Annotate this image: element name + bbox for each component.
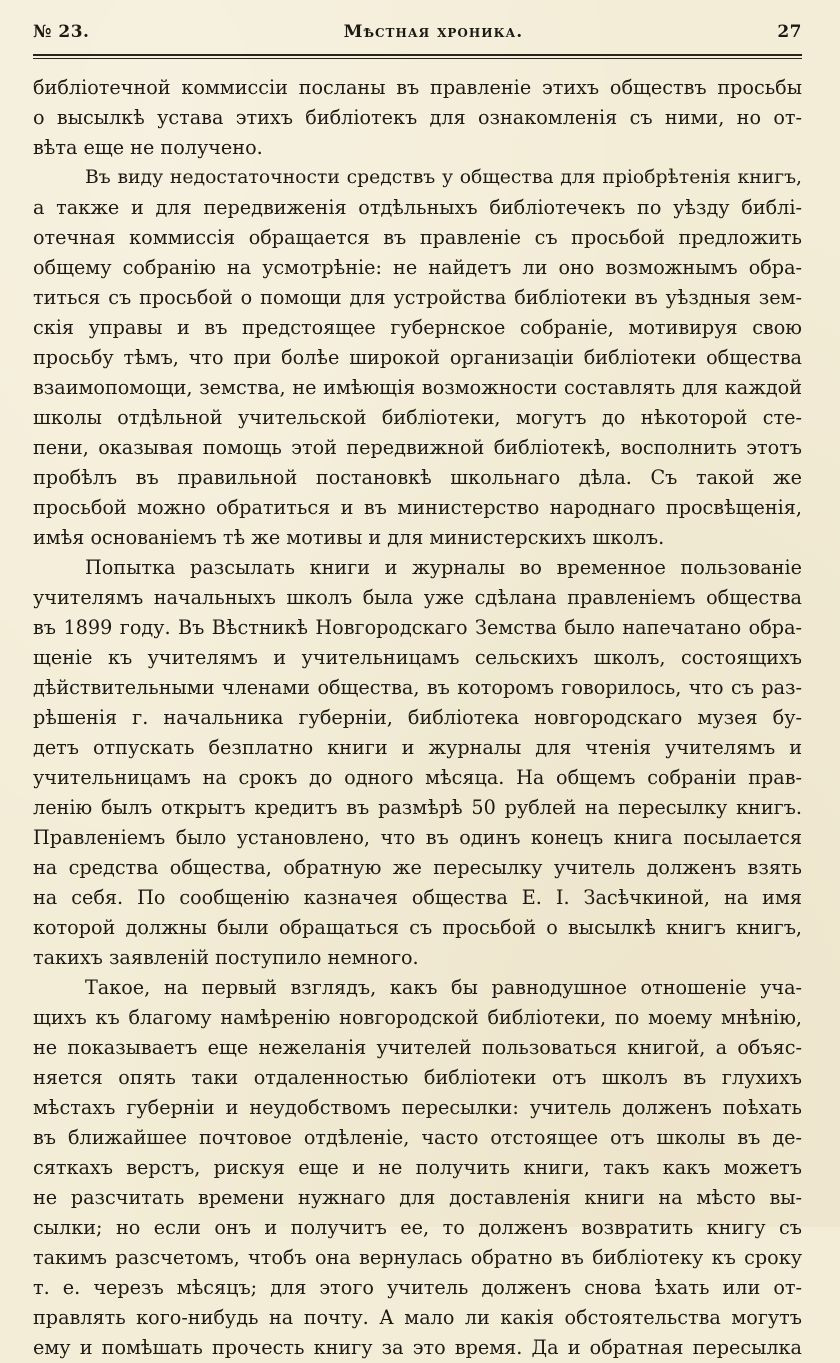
body-text <box>33 73 802 1363</box>
text-line: въ 1899 году. Въ Вѣстникѣ Новгородскаго Земства было напечатано обра- <box>33 616 802 639</box>
text-line: пробѣлъ въ правильной постановкѣ школьнаго дѣла. Съ такой же <box>33 466 802 489</box>
text-line: титься съ просьбой о помощи для устройства библіотеки въ уѣздныя зем- <box>33 286 802 309</box>
text-line: имѣя основаніемъ тѣ же мотивы и для министерскихъ школъ. <box>33 526 665 549</box>
running-header <box>33 22 802 48</box>
text-line: взаимопомощи, земства, не имѣющія возможности составлять для каждой <box>33 376 802 399</box>
text-line: такимъ разсчетомъ, чтобъ она вернулась обратно въ библіотеку къ сроку <box>33 1246 802 1269</box>
text-line: вѣта еще не получено. <box>33 136 263 159</box>
text-line: сылки; но если онъ и получитъ ее, то долженъ возвратить книгу съ <box>33 1216 802 1239</box>
text-line: которой должны были обращаться съ просьбой о высылкѣ книгъ книгъ, <box>33 916 802 939</box>
header-rule <box>33 54 802 59</box>
text-line: а также и для передвиженія отдѣльныхъ библіотечекъ по уѣзду библі- <box>33 196 802 219</box>
text-line: просьбу тѣмъ, что при болѣе широкой организаціи библіотеки общества <box>33 346 802 369</box>
text-line: ему и помѣшать прочесть книгу за это время. Да и обратная пересылка <box>33 1336 802 1359</box>
text-line: учителямъ начальныхъ школъ была уже сдѣлана правленіемъ общества <box>33 586 802 609</box>
section-title: Мѣстная хроника. <box>343 22 524 42</box>
text-line: щихъ къ благому намѣренію новгородской библіотеки, по моему мнѣнію, <box>33 1006 802 1029</box>
text-line: т. е. черезъ мѣсяцъ; для этого учитель долженъ снова ѣхать или от- <box>33 1276 802 1299</box>
text-line: на себя. По сообщенію казначея общества Е. І. Засѣчкиной, на имя <box>33 886 802 909</box>
text-line: въ ближайшее почтовое отдѣленіе, часто отстоящее отъ школы въ де- <box>33 1126 802 1149</box>
text-line: отечная коммиссія обращается въ правленіе съ просьбой предложить <box>33 226 802 249</box>
text-line: общему собранію на усмотрѣніе: не найдетъ ли оно возможнымъ обра- <box>33 256 802 279</box>
page-number: 27 <box>777 22 802 42</box>
text-line: Правленіемъ было установлено, что въ одинъ конецъ книга посылается <box>33 826 802 849</box>
text-line: рѣшенія г. начальника губерніи, библіотека новгородскаго музея бу- <box>33 706 802 729</box>
text-line: учительницамъ на срокъ до одного мѣсяца. На общемъ собраніи прав- <box>33 766 802 789</box>
text-line: щеніе къ учителямъ и учительницамъ сельскихъ школъ, состоящихъ <box>33 646 802 669</box>
text-line: ленію былъ открытъ кредитъ въ размѣрѣ 50 рублей на пересылку книгъ. <box>33 796 802 819</box>
text-line: правлять кого-нибудь на почту. А мало ли какія обстоятельства могутъ <box>33 1306 802 1329</box>
text-line: не показываетъ еще нежеланія учителей пользоваться книгой, а объяс- <box>33 1036 802 1059</box>
text-line: Попытка разсылать книги и журналы во временное пользованіе <box>85 556 802 579</box>
text-line: Такое, на первый взглядъ, какъ бы равнодушное отношеніе уча- <box>85 976 802 999</box>
issue-number: № 23. <box>33 22 90 42</box>
text-line: дѣйствительными членами общества, въ которомъ говорилось, что съ раз- <box>33 676 802 699</box>
text-line: Въ виду недостаточности средствъ у общества для пріобрѣтенія книгъ, <box>85 167 802 188</box>
text-line: о высылкѣ устава этихъ библіотекъ для ознакомленія съ ними, но от- <box>33 106 802 129</box>
text-line: школы отдѣльной учительской библіотеки, могутъ до нѣкоторой сте- <box>33 406 802 429</box>
text-line: скія управы и въ предстоящее губернское собраніе, мотивируя свою <box>33 316 802 339</box>
text-line: сяткахъ верстъ, рискуя еще и не получить книги, такъ какъ можетъ <box>33 1156 802 1179</box>
text-line: просьбой можно обратиться и въ министерство народнаго просвѣщенія, <box>33 496 802 519</box>
text-line: не разсчитать времени нужнаго для доставленія книги на мѣсто вы- <box>33 1186 802 1209</box>
text-line: на средства общества, обратную же пересылку учитель долженъ взять <box>33 856 802 879</box>
text-line: няется опять таки отдаленностью библіотеки отъ школъ въ глухихъ <box>33 1066 802 1089</box>
text-line: такихъ заявленій поступило немного. <box>33 946 419 969</box>
text-line: мѣстахъ губерніи и неудобствомъ пересылки: учитель долженъ поѣхать <box>33 1096 802 1119</box>
text-line: библіотечной коммиссіи посланы въ правленіе этихъ обществъ просьбы <box>33 76 802 99</box>
text-line: пени, оказывая помощь этой передвижной библіотекѣ, восполнить этотъ <box>33 436 802 459</box>
text-line: детъ отпускать безплатно книги и журналы для чтенія учителямъ и <box>33 736 802 759</box>
